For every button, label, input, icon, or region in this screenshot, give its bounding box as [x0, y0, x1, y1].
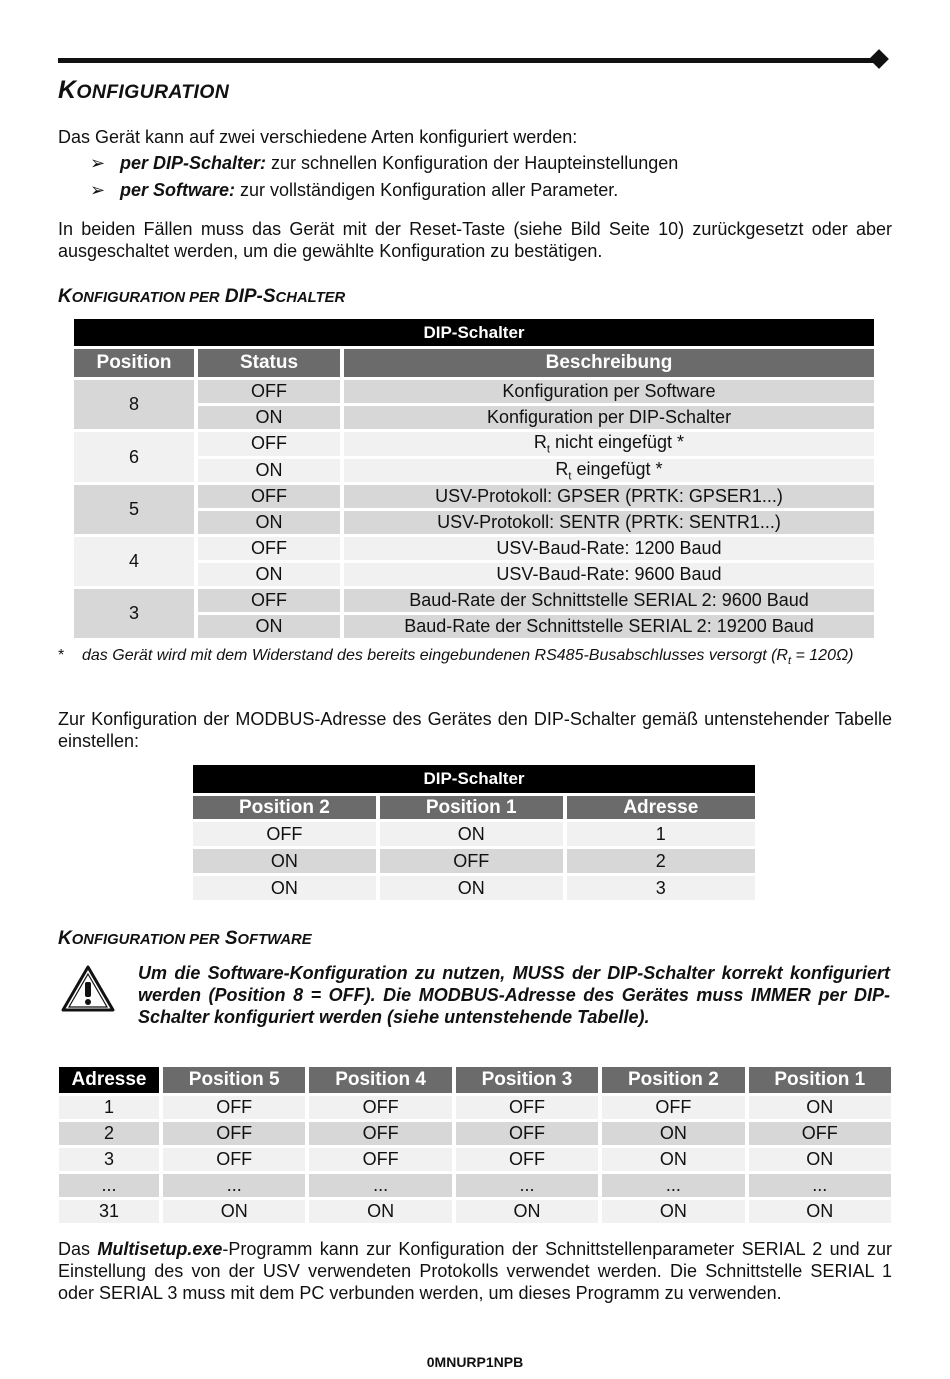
modbus-cell: ON: [380, 876, 563, 900]
address-cell: OFF: [749, 1122, 891, 1145]
address-cell: ...: [456, 1174, 598, 1197]
address-table-header: Position 5: [163, 1067, 305, 1093]
footnote-text: das Gerät wird mit dem Widerstand des bereits eingebundenen RS485-Busabschlusses versorgt $(R_t = 120\Omega)$: [82, 647, 854, 668]
address-cell: ...: [59, 1174, 159, 1197]
dip-table-header: Status: [198, 349, 340, 377]
dip-status: ON: [198, 511, 340, 534]
intro-text: Das Gerät kann auf zwei verschiedene Arten konfiguriert werden:: [58, 127, 578, 147]
modbus-cell: 1: [567, 822, 755, 846]
dip-position: 8: [74, 380, 194, 429]
dip-description: USV-Protokoll: SENTR (PRTK: SENTR1...): [344, 511, 874, 534]
dip-description: USV-Baud-Rate: 9600 Baud: [344, 563, 874, 586]
address-table-header: Position 2: [602, 1067, 744, 1093]
modbus-cell: 3: [567, 876, 755, 900]
dip-description: Baud-Rate der Schnittstelle SERIAL 2: 19200 Baud: [344, 615, 874, 638]
bullet-dip-text: zur schnellen Konfiguration der Haupteinstellungen: [266, 153, 679, 173]
address-table: [55, 1064, 895, 1226]
address-cell: ON: [309, 1200, 451, 1223]
footer-code: 0MNURP1NPB: [426, 1354, 524, 1370]
arrow-icon: ➢: [90, 153, 106, 173]
dip-table-header: Beschreibung: [344, 349, 874, 377]
modbus-cell: OFF: [380, 849, 563, 873]
dip-description: Konfiguration per DIP-Schalter: [344, 406, 874, 429]
arrow-icon: ➢: [90, 180, 106, 200]
address-cell: 2: [59, 1122, 159, 1145]
modbus-cell: ON: [193, 876, 376, 900]
dip-status: ON: [198, 459, 340, 483]
bullet-software: [90, 180, 618, 201]
modbus-table-header: Adresse: [567, 796, 755, 819]
dip-status: ON: [198, 406, 340, 429]
modbus-cell: OFF: [193, 822, 376, 846]
dip-table-header: Position: [74, 349, 194, 377]
dip-position: 3: [74, 589, 194, 638]
address-cell: ON: [749, 1200, 891, 1223]
address-cell: ON: [749, 1096, 891, 1119]
address-cell: ON: [456, 1200, 598, 1223]
dip-position: 4: [74, 537, 194, 586]
address-cell: 31: [59, 1200, 159, 1223]
dip-table-caption: DIP-Schalter: [74, 319, 874, 346]
bullet-dip: [90, 153, 678, 174]
bullet-software-bold: per Software:: [120, 180, 236, 200]
modbus-text: Zur Konfiguration der MODBUS-Adresse des Gerätes den DIP-Schalter gemäß untenstehender Tabelle einstellen:: [58, 709, 892, 751]
address-cell: OFF: [602, 1096, 744, 1119]
address-cell: OFF: [456, 1096, 598, 1119]
address-table-header: Position 3: [456, 1067, 598, 1093]
address-cell: OFF: [309, 1122, 451, 1145]
address-cell: OFF: [163, 1096, 305, 1119]
address-cell: ...: [602, 1174, 744, 1197]
header-rule-diamond: [869, 49, 889, 69]
address-cell: OFF: [309, 1096, 451, 1119]
address-cell: ON: [602, 1148, 744, 1171]
header-rule: [58, 58, 878, 63]
dip-position: 6: [74, 432, 194, 482]
dip-description: $R_t$ nicht eingefügt *: [344, 432, 874, 456]
address-table-header: Position 1: [749, 1067, 891, 1093]
footnote-star: *: [58, 647, 65, 664]
dip-description: $R_t$ eingefügt *: [344, 459, 874, 483]
dip-description: Baud-Rate der Schnittstelle SERIAL 2: 9600 Baud: [344, 589, 874, 612]
address-cell: OFF: [163, 1122, 305, 1145]
dip-description: USV-Protokoll: GPSER (PRTK: GPSER1...): [344, 485, 874, 508]
dip-status: OFF: [198, 589, 340, 612]
warning-icon: [60, 964, 116, 1014]
dip-description: USV-Baud-Rate: 1200 Baud: [344, 537, 874, 560]
dip-status: ON: [198, 563, 340, 586]
dip-status: ON: [198, 615, 340, 638]
bullet-software-text: zur vollständigen Konfiguration aller Parameter.: [235, 180, 619, 200]
dip-status: OFF: [198, 380, 340, 403]
dip-description: Konfiguration per Software: [344, 380, 874, 403]
section-dip-title: KONFIGURATION PER DIP-SCHALTER: [58, 286, 346, 307]
address-cell: ...: [749, 1174, 891, 1197]
modbus-cell: 2: [567, 849, 755, 873]
address-cell: ON: [749, 1148, 891, 1171]
modbus-table-header: Position 2: [193, 796, 376, 819]
address-cell: 1: [59, 1096, 159, 1119]
address-cell: OFF: [309, 1148, 451, 1171]
address-table-header: Position 4: [309, 1067, 451, 1093]
address-cell: OFF: [456, 1148, 598, 1171]
footnote: [58, 646, 892, 671]
section-software-title: KONFIGURATION PER SOFTWARE: [58, 928, 312, 949]
closing-text: [58, 1238, 892, 1304]
page-title: KONFIGURATION: [58, 76, 230, 104]
address-table-header: Adresse: [59, 1067, 159, 1093]
modbus-table: [189, 762, 759, 903]
address-cell: ON: [602, 1122, 744, 1145]
modbus-table-caption: DIP-Schalter: [193, 765, 755, 793]
address-cell: ON: [163, 1200, 305, 1223]
dip-status: OFF: [198, 537, 340, 560]
warning-text: Um die Software-Konfiguration zu nutzen, MUSS der DIP-Schalter korrekt konfiguriert werden (Position 8 = OFF). Die MODBUS-Adresse des Gerätes muss IMMER per DIP-Schalter konfiguriert werden (siehe untenstehende Tabelle).: [138, 963, 890, 1027]
address-cell: ...: [163, 1174, 305, 1197]
address-cell: OFF: [163, 1148, 305, 1171]
dip-status: OFF: [198, 485, 340, 508]
modbus-cell: ON: [193, 849, 376, 873]
address-cell: ON: [602, 1200, 744, 1223]
program-name: Multisetup.exe: [97, 1239, 223, 1259]
dip-status: OFF: [198, 432, 340, 456]
dip-position: 5: [74, 485, 194, 534]
modbus-cell: ON: [380, 822, 563, 846]
dip-table: [70, 316, 878, 641]
modbus-table-header: Position 1: [380, 796, 563, 819]
address-cell: OFF: [456, 1122, 598, 1145]
address-cell: ...: [309, 1174, 451, 1197]
closing-body: -Programm kann zur Konfiguration der Schnittstellenparameter SERIAL 2 und zur Einstellung des von der USV verwendeten Protokolls verwendet werden. Die Schnittstelle SERIAL 1 oder SERIAL 3 muss mit dem PC verbunden werden, um dieses Programm zu verwenden.: [58, 1239, 892, 1303]
bullet-dip-bold: per DIP-Schalter:: [120, 153, 267, 173]
reset-text: In beiden Fällen muss das Gerät mit der Reset-Taste (siehe Bild Seite 10) zurückgesetzt oder aber ausgeschaltet werden, um die gewählte Konfiguration zu bestätigen.: [58, 219, 892, 261]
closing-prefix: Das: [58, 1239, 98, 1259]
address-cell: 3: [59, 1148, 159, 1171]
